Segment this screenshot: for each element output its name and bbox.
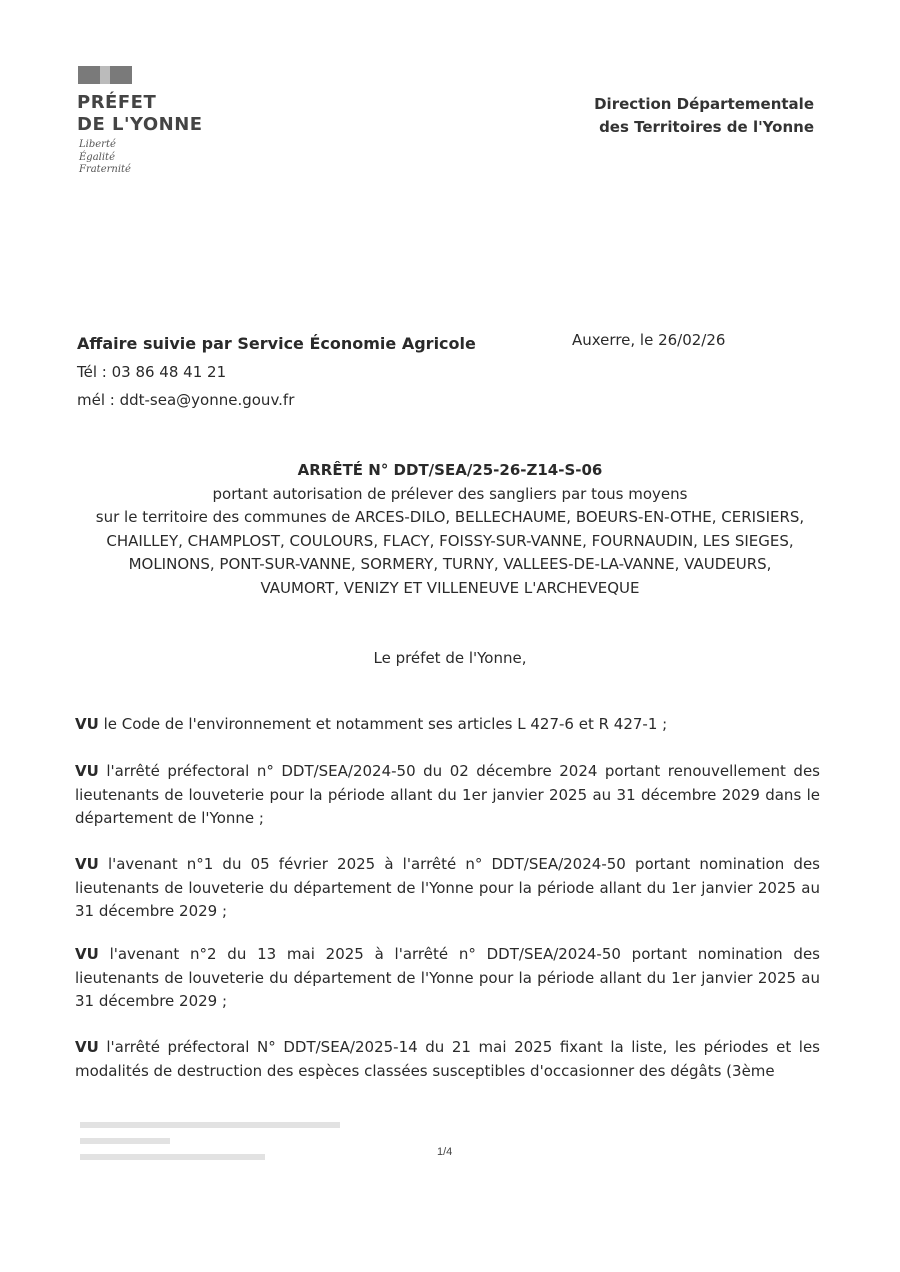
direction-line: Direction Départementale — [594, 95, 814, 113]
vu-paragraph — [75, 760, 820, 831]
arrete-subtitle-line: CHAILLEY, CHAMPLOST, COULOURS, FLACY, FOISSY-SUR-VANNE, FOURNAUDIN, LES SIEGES, — [106, 531, 794, 550]
marianne-logo-icon — [78, 66, 132, 84]
vu-text: l'avenant n°1 du 05 février 2025 à l'arrêté n° DDT/SEA/2024-50 portant nomination des lieutenants de louveterie du département de l'Yonne pour la période allant du 1er janvier 2025 au 31 décembre 2029 ; — [75, 855, 820, 920]
direction-header — [594, 93, 814, 139]
arrete-subtitle-line: sur le territoire des communes de ARCES-DILO, BELLECHAUME, BOEURS-EN-OTHE, CERISIERS, — [95, 508, 805, 526]
arrete-subtitle-line: portant autorisation de prélever des sangliers par tous moyens — [212, 484, 688, 503]
devise-liberte: Liberté — [79, 139, 116, 150]
arrete-subtitle-line: MOLINONS, PONT-SUR-VANNE, SORMERY, TURNY, VALLEES-DE-LA-VANNE, VAUDEURS, — [128, 555, 772, 573]
faded-footer-address — [80, 1122, 340, 1170]
vu-paragraph — [75, 1036, 820, 1083]
arrete-title — [60, 459, 840, 600]
contact-block — [77, 330, 476, 414]
vu-label: VU — [75, 715, 99, 733]
email: mél : ddt-sea@yonne.gouv.fr — [77, 391, 295, 409]
vu-label: VU — [75, 762, 99, 780]
vu-paragraph — [75, 853, 820, 924]
prefet-logo — [77, 92, 203, 136]
telephone: Tél : 03 86 48 41 21 — [77, 363, 227, 381]
vu-label: VU — [75, 855, 99, 873]
vu-label: VU — [75, 1038, 99, 1056]
vu-text: l'arrêté préfectoral N° DDT/SEA/2025-14 du 21 mai 2025 fixant la liste, les périodes et les modalités de destruction des espèces classées susceptibles d'occasionner des dégâts (3ème — [75, 1038, 820, 1080]
direction-line: des Territoires de l'Yonne — [599, 118, 814, 136]
logo-line1: PRÉFET — [77, 92, 157, 113]
vu-text: l'avenant n°2 du 13 mai 2025 à l'arrêté n° DDT/SEA/2024-50 portant nomination des lieutenants de louveterie du département de l'Yonne pour la période allant du 1er janvier 2025 au 31 décembre 2029 ; — [75, 945, 820, 1010]
prefet-line: Le préfet de l'Yonne, — [373, 649, 527, 667]
vu-text: le Code de l'environnement et notamment ses articles L 427-6 et R 427-1 ; — [103, 715, 668, 733]
vu-paragraph — [75, 713, 820, 737]
devise-fraternite: Fraternité — [79, 164, 131, 175]
arrete-number: ARRÊTÉ N° DDT/SEA/25-26-Z14-S-06 — [297, 461, 603, 479]
page-number: 1/4 — [437, 1146, 453, 1158]
arrete-subtitle-line: VAUMORT, VENIZY ET VILLENEUVE L'ARCHEVEQUE — [260, 578, 640, 597]
devise-egalite: Égalité — [79, 151, 115, 163]
date: Auxerre, le 26/02/26 — [572, 331, 726, 349]
devise — [79, 139, 131, 177]
vu-text: l'arrêté préfectoral n° DDT/SEA/2024-50 du 02 décembre 2024 portant renouvellement des lieutenants de louveterie pour la période allant du 1er janvier 2025 au 31 décembre 2029 dans le département de l'Yonne ; — [75, 762, 820, 827]
vu-paragraph — [75, 943, 820, 1014]
vu-label: VU — [75, 945, 99, 963]
logo-line2: DE L'YONNE — [77, 114, 203, 135]
affaire-label: Affaire suivie par Service Économie Agricole — [77, 334, 476, 353]
